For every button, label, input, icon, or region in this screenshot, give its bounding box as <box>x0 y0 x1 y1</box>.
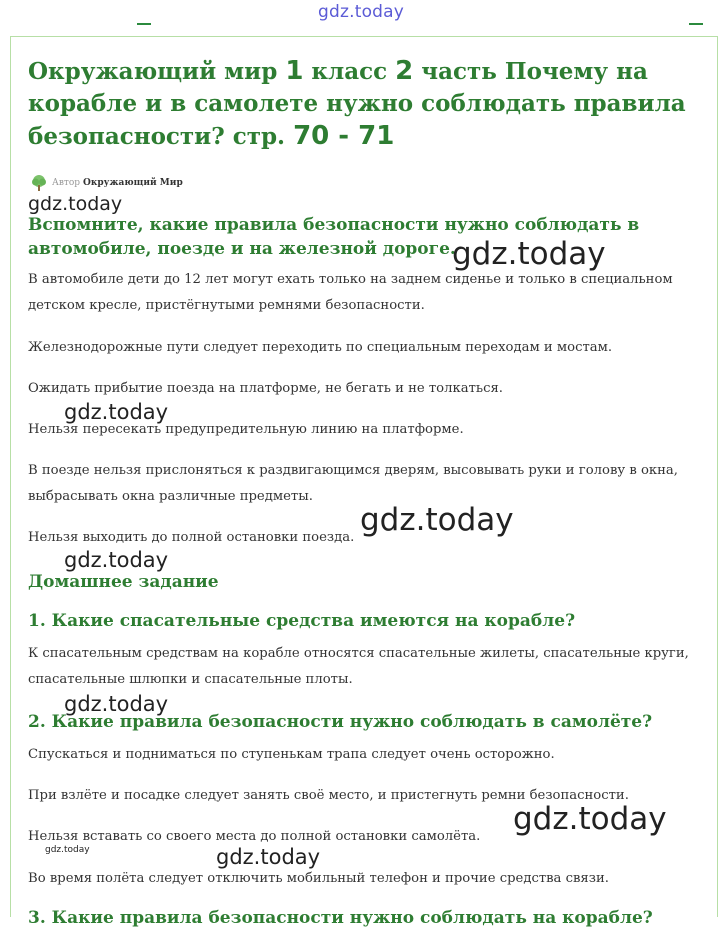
tree-icon <box>30 174 48 192</box>
recall-paragraph-4: Нельзя пересекать предупредительную линию на платформе. <box>28 422 464 437</box>
top-bar-accent-right <box>689 23 703 25</box>
page-title <box>28 55 698 153</box>
site-logo-link[interactable]: gdz.today <box>318 2 405 22</box>
question-3-heading-partial: 3. Какие правила безопасности нужно соблюдать на корабле? <box>28 908 653 928</box>
author-name-link[interactable]: Окружающий Мир <box>83 178 183 188</box>
question-2-answer-1: Спускаться и подниматься по ступенькам трапа следует очень осторожно. <box>28 747 555 762</box>
recall-paragraph-6: Нельзя выходить до полной остановки поезда. <box>28 530 355 545</box>
title-part-3: часть Почему на корабле и в самолете нужно соблюдать правила безопасности? стр. <box>28 58 686 150</box>
title-part-number: 2 <box>395 56 414 86</box>
homework-heading: Домашнее задание <box>28 572 219 592</box>
title-pages: 70 - 71 <box>293 121 395 151</box>
recall-paragraph-2: Железнодорожные пути следует переходить по специальным переходам и мостам. <box>28 340 613 355</box>
question-2-heading: 2. Какие правила безопасности нужно соблюдать в самолёте? <box>28 712 653 732</box>
recall-paragraph-3: Ожидать прибытие поезда на платформе, не бегать и не толкаться. <box>28 381 503 396</box>
title-part-2: класс <box>303 58 396 85</box>
question-2-answer-4: Во время полёта следует отключить мобильный телефон и прочие средства связи. <box>28 871 609 886</box>
watermark: gdz.today <box>216 845 321 869</box>
top-bar <box>0 0 718 34</box>
watermark: gdz.today <box>64 692 169 716</box>
recall-heading: Вспомните, какие правила безопасности нужно соблюдать в автомобиле, поезде и на железной дороге. <box>28 215 640 259</box>
question-1-heading: 1. Какие спасательные средства имеются на корабле? <box>28 611 576 631</box>
watermark: gdz.today <box>64 400 169 424</box>
title-part-1: Окружающий мир <box>28 58 286 85</box>
title-grade-number: 1 <box>285 56 304 86</box>
question-2-answer-2: При взлёте и посадке следует занять своё место, и пристегнуть ремни безопасности. <box>28 788 629 803</box>
recall-paragraph-1: В автомобиле дети до 12 лет могут ехать только на заднем сиденье и только в специальном детском кресле, пристёгнутыми ремнями безопасности. <box>28 272 673 313</box>
author-label: Автор <box>52 178 81 188</box>
question-1-answer: К спасательным средствам на корабле относятся спасательные жилеты, спасательные круги, спасательные шлюпки и спасательные плоты. <box>28 646 689 687</box>
watermark: gdz.today <box>452 236 606 272</box>
watermark: gdz.today <box>64 548 169 572</box>
recall-paragraph-5: В поезде нельзя прислоняться к раздвигающимся дверям, высовывать руки и голову в окна, выбрасывать окна различные предметы. <box>28 463 678 504</box>
watermark: gdz.today <box>513 801 667 837</box>
watermark: gdz.today <box>360 502 514 538</box>
question-2-answer-3: Нельзя вставать со своего места до полной остановки самолёта. <box>28 829 481 844</box>
author-line <box>30 173 183 193</box>
watermark: gdz.today <box>45 845 90 855</box>
watermark: gdz.today <box>28 193 123 215</box>
top-bar-accent-left <box>137 23 151 25</box>
